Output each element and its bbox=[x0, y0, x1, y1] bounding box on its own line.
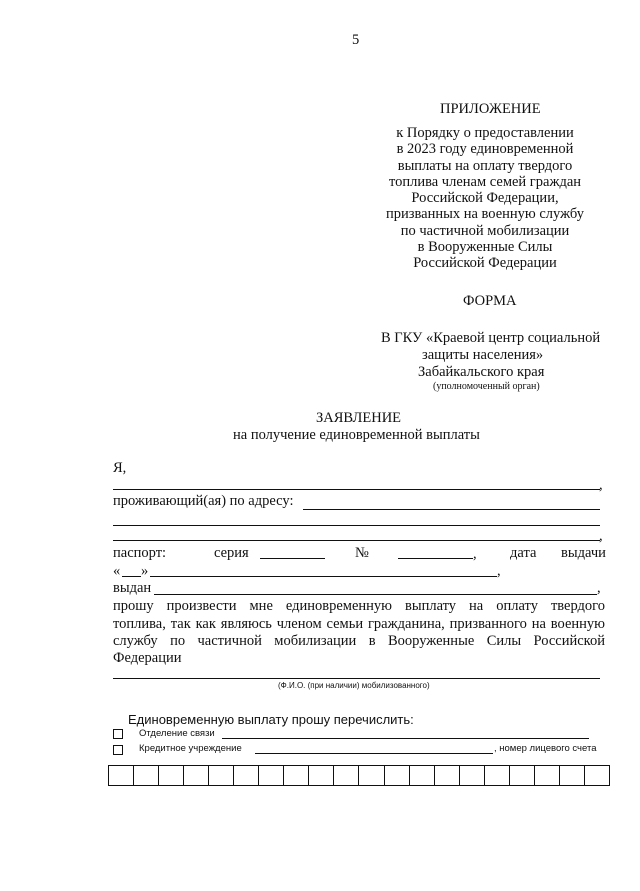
account-digit-cell[interactable] bbox=[284, 766, 309, 785]
addressee-line-1: В ГКУ «Краевой центр социальной bbox=[381, 330, 601, 346]
appendix-line: в 2023 году единовременной bbox=[396, 141, 574, 158]
number-field-line[interactable] bbox=[398, 558, 473, 559]
bank-label: Кредитное учреждение bbox=[139, 743, 242, 754]
appendix-line: в Вооруженные Силы bbox=[417, 239, 553, 256]
account-digit-cell[interactable] bbox=[435, 766, 460, 785]
account-digit-cell[interactable] bbox=[535, 766, 560, 785]
mobilized-name-field-line[interactable] bbox=[113, 678, 600, 679]
appendix-line: топлива членам семей граждан bbox=[388, 173, 582, 190]
bank-field-line[interactable] bbox=[255, 753, 493, 754]
day-field-line[interactable] bbox=[122, 576, 141, 577]
comma: , bbox=[497, 563, 501, 579]
account-digit-cell[interactable] bbox=[159, 766, 184, 785]
account-number-cells[interactable] bbox=[108, 765, 610, 786]
signature-caption: (Ф.И.О. (при наличии) мобилизованного) bbox=[278, 681, 430, 690]
account-digit-cell[interactable] bbox=[585, 766, 609, 785]
date-label: дата bbox=[510, 545, 537, 561]
account-digit-cell[interactable] bbox=[309, 766, 334, 785]
addressee-line-3: Забайкальского края bbox=[418, 364, 545, 380]
comma: , bbox=[599, 477, 603, 493]
date-field-line[interactable] bbox=[150, 576, 497, 577]
request-line-1: прошу произвести мне единовременную выплату на оплату твердого bbox=[113, 598, 605, 614]
account-digit-cell[interactable] bbox=[109, 766, 134, 785]
appendix-line: призванных на военную службу bbox=[385, 206, 584, 223]
address-label: проживающий(ая) по адресу: bbox=[113, 493, 294, 509]
account-digit-cell[interactable] bbox=[359, 766, 384, 785]
quote-open: « bbox=[113, 563, 121, 579]
account-digit-cell[interactable] bbox=[385, 766, 410, 785]
appendix-line: по частичной мобилизации bbox=[400, 222, 570, 239]
account-digit-cell[interactable] bbox=[234, 766, 259, 785]
comma: , bbox=[473, 546, 477, 562]
account-number-label: , номер лицевого счета bbox=[494, 743, 597, 754]
statement-subtitle: на получение единовременной выплаты bbox=[233, 427, 480, 443]
address-field-line-2[interactable] bbox=[113, 525, 600, 526]
quote-close: » bbox=[141, 563, 149, 579]
request-line-4: Федерации bbox=[113, 650, 182, 666]
number-label: № bbox=[355, 545, 369, 561]
addressee-note: (уполномоченный орган) bbox=[433, 381, 540, 392]
account-digit-cell[interactable] bbox=[560, 766, 585, 785]
account-digit-cell[interactable] bbox=[259, 766, 284, 785]
post-office-checkbox[interactable] bbox=[113, 729, 123, 739]
name-field-line[interactable] bbox=[113, 489, 600, 490]
appendix-line: Российской Федерации bbox=[413, 255, 557, 272]
account-digit-cell[interactable] bbox=[460, 766, 485, 785]
request-line-2: топлива, так как являюсь членом семьи гражданина, призванного на военную bbox=[113, 616, 605, 632]
account-digit-cell[interactable] bbox=[184, 766, 209, 785]
page-number: 5 bbox=[352, 32, 360, 48]
account-digit-cell[interactable] bbox=[209, 766, 234, 785]
comma: , bbox=[599, 528, 603, 544]
issued-by-label: выдан bbox=[113, 580, 152, 596]
account-digit-cell[interactable] bbox=[134, 766, 159, 785]
series-label: серия bbox=[214, 545, 249, 561]
account-digit-cell[interactable] bbox=[485, 766, 510, 785]
i-label: Я, bbox=[113, 460, 127, 476]
bank-checkbox[interactable] bbox=[113, 745, 123, 755]
statement-title: ЗАЯВЛЕНИЕ bbox=[316, 410, 402, 426]
request-line-3: службу по частичной мобилизации в Вооруженные Силы Российской bbox=[113, 633, 605, 649]
address-field-line-3[interactable] bbox=[113, 540, 600, 541]
appendix-line: выплаты на оплату твердого bbox=[397, 157, 573, 174]
appendix-text bbox=[365, 125, 605, 272]
addressee-line-2: защиты населения» bbox=[422, 347, 544, 363]
appendix-line: Российской Федерации, bbox=[411, 190, 559, 207]
post-office-label: Отделение связи bbox=[139, 728, 215, 739]
issue-label: выдачи bbox=[561, 545, 606, 561]
account-digit-cell[interactable] bbox=[510, 766, 535, 785]
series-field-line[interactable] bbox=[260, 558, 325, 559]
issued-by-field-line[interactable] bbox=[154, 594, 597, 595]
passport-label: паспорт: bbox=[113, 545, 167, 561]
payment-heading: Единовременную выплату прошу перечислить: bbox=[128, 712, 414, 727]
appendix-title: ПРИЛОЖЕНИЕ bbox=[440, 101, 541, 117]
account-digit-cell[interactable] bbox=[410, 766, 435, 785]
form-label: ФОРМА bbox=[463, 293, 517, 309]
comma: , bbox=[597, 580, 601, 596]
post-office-field-line[interactable] bbox=[222, 738, 589, 739]
account-digit-cell[interactable] bbox=[334, 766, 359, 785]
address-field-line[interactable] bbox=[303, 509, 600, 510]
appendix-line: к Порядку о предоставлении bbox=[396, 125, 574, 141]
